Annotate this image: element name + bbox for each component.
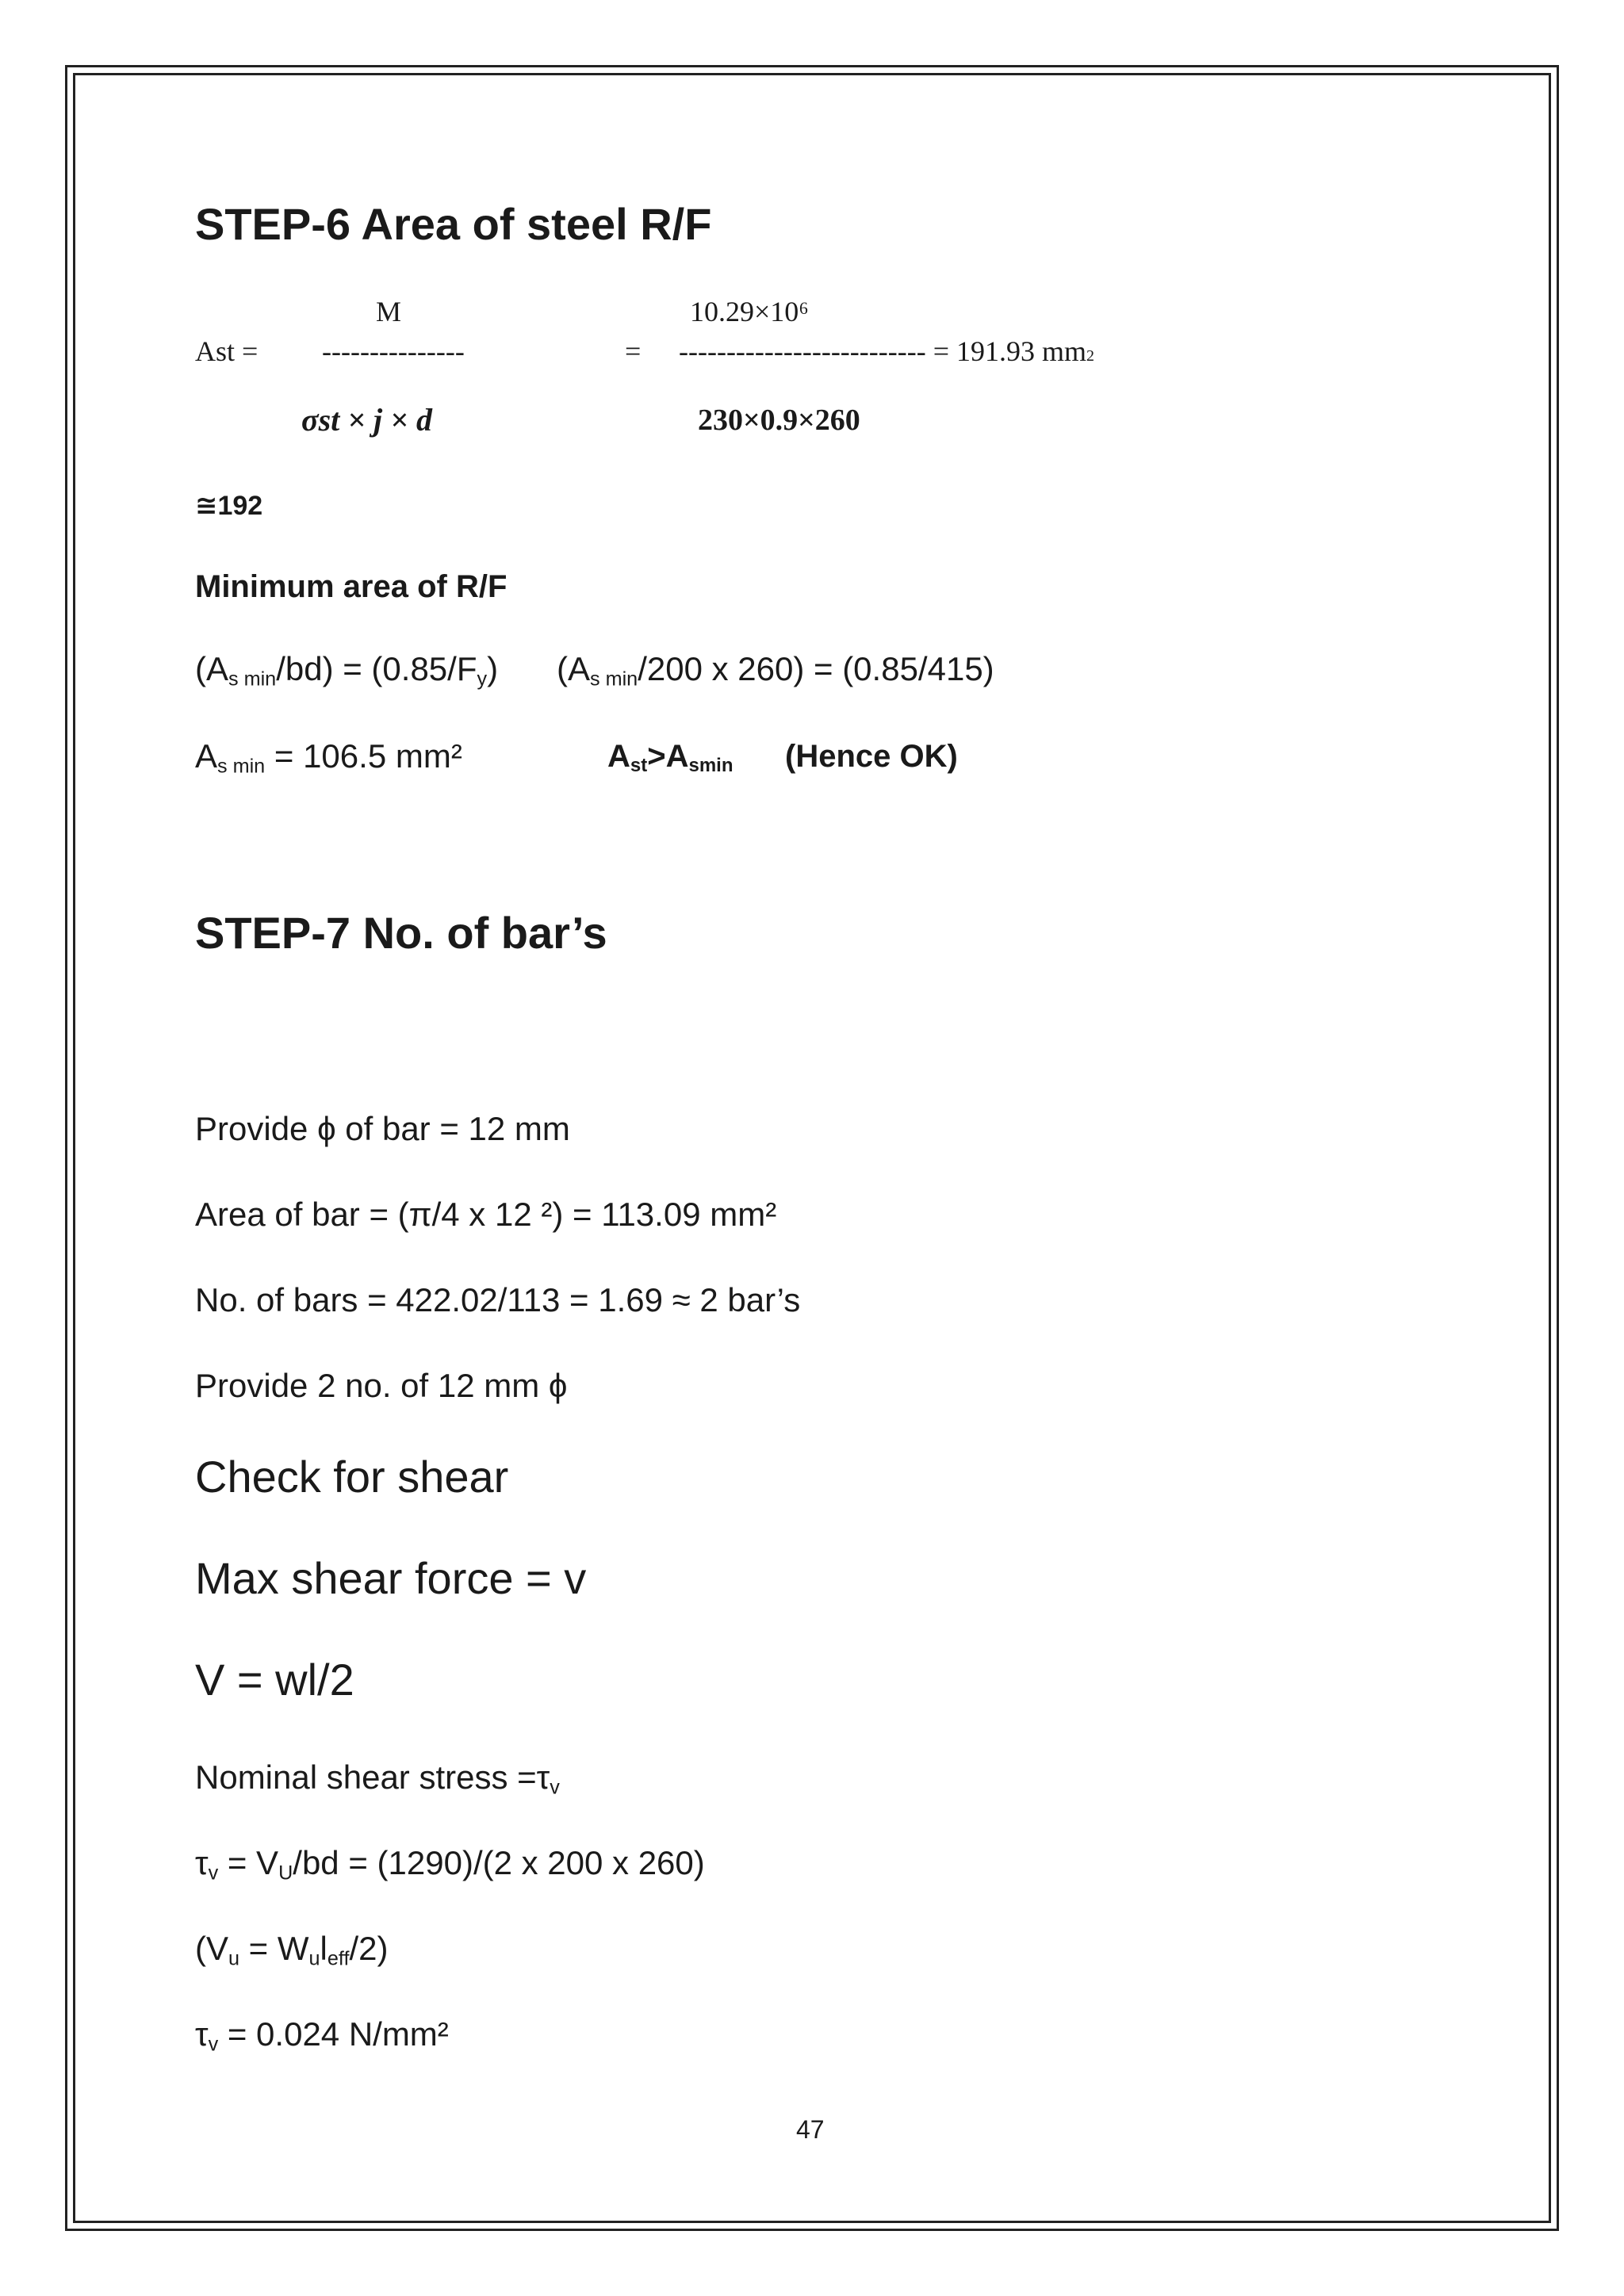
hence-ok-label: (Hence OK) xyxy=(785,739,958,774)
step6-heading: STEP-6 Area of steel R/F xyxy=(195,199,712,249)
check-for-shear-title: Check for shear xyxy=(195,1452,509,1502)
tau-formula-line: $\tau_v = V_U/bd = (1290)/(2$ x 200 x 260) xyxy=(195,1844,705,1885)
nominal-shear-stress-line: Nominal shear stress $=\tau_v$ xyxy=(195,1758,560,1799)
page-number: 47 xyxy=(796,2115,825,2144)
asmin-value: $A_{s min} = 106.5$ mm² xyxy=(195,737,462,778)
minimum-area-heading: Minimum area of R/F xyxy=(195,569,508,604)
approx-result: ≅192 xyxy=(195,491,263,521)
formula-lhs: Ast = xyxy=(195,335,259,367)
formula-equals: = xyxy=(625,335,642,367)
max-shear-force-line: Max shear force = v xyxy=(195,1553,587,1603)
formula-numerator-m: M xyxy=(376,296,402,327)
v-equation-line: V = wl/2 xyxy=(195,1655,354,1705)
page-border-inner xyxy=(73,73,1551,2223)
provide-bars-line: Provide 2 no. of 12 mm ϕ xyxy=(195,1367,568,1404)
formula-denominator-symbolic: σst × j × d xyxy=(301,402,432,438)
formula-result: -------------------------- = 191.93 mm2 xyxy=(679,335,1095,367)
tau-result-line: $\tau_v = 0.024$ N/mm² xyxy=(195,2015,449,2056)
bar-area-line: Area of bar = (π/4 x 12 ²) = 113.09 mm² xyxy=(195,1196,777,1233)
ast-check: $A_{st}>A_{smin}$ xyxy=(607,739,733,776)
vu-formula-line: $(V_u = W_ul_{eff}/2)$ xyxy=(195,1930,389,1970)
bar-diameter-line: Provide ϕ of bar = 12 mm xyxy=(195,1110,570,1147)
ratio-expression-b: ($A_{s min}/200$ x 260) = (0.85/415) xyxy=(557,650,994,691)
bar-count-line: No. of bars = 422.02/113 = 1.69 ≈ 2 bar’s xyxy=(195,1281,801,1318)
step7-heading: STEP-7 No. of bar’s xyxy=(195,908,607,958)
formula-denominator-value: 230×0.9×260 xyxy=(698,404,860,437)
formula-numerator-value: 10.29×10⁶ xyxy=(690,296,809,327)
formula-dashes-1: --------------- xyxy=(322,335,465,367)
ratio-expression-a: $(A_{s min}/bd) = (0.85/F_y)$ xyxy=(195,650,499,691)
